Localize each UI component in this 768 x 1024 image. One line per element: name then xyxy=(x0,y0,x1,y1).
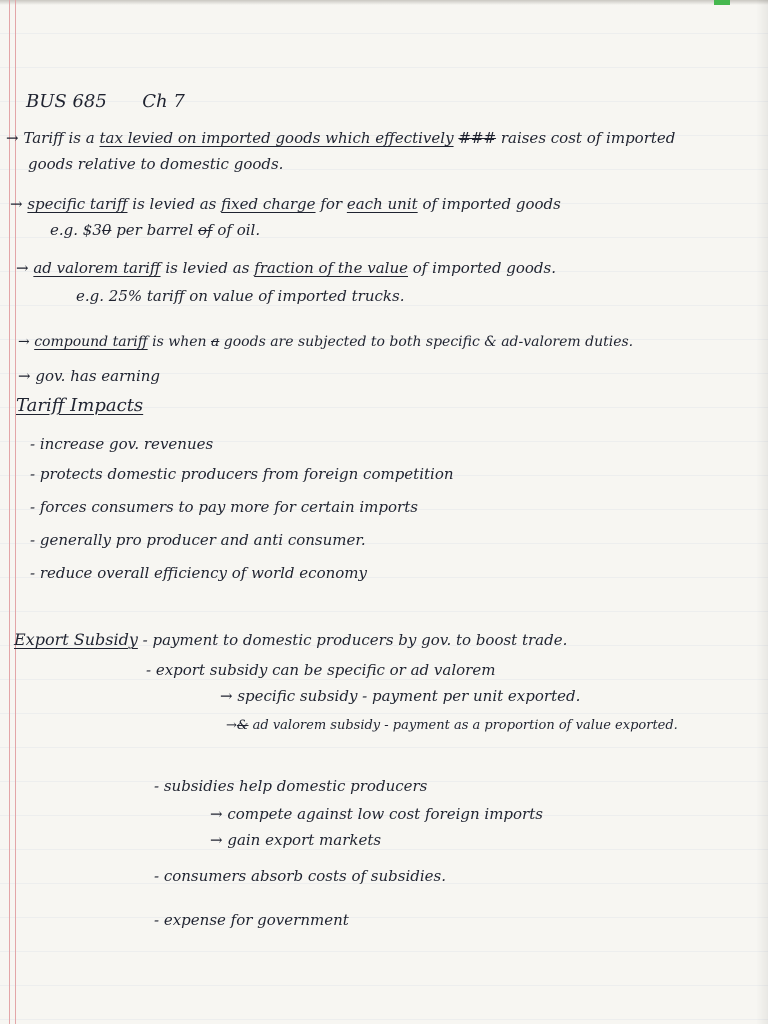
text: ad valorem subsidy - payment as a proportion of value exported. xyxy=(252,718,678,733)
impact-item: - protects domestic producers from foreign competition xyxy=(30,465,454,483)
ad-valorem-subsidy-line xyxy=(226,716,678,736)
impact-item: - generally pro producer and anti consumer. xyxy=(30,531,366,549)
corner-tab xyxy=(714,0,730,5)
struck-text: of xyxy=(197,221,213,239)
subsidies-compete-line: → compete against low cost foreign imports xyxy=(210,805,543,823)
chapter-label: Ch 7 xyxy=(142,91,185,112)
page-shadow xyxy=(756,0,768,1024)
tariff-definition-line-2: goods relative to domestic goods. xyxy=(28,155,284,173)
course-code: BUS 685 xyxy=(26,91,107,112)
text: of imported goods. xyxy=(412,259,556,277)
text: for xyxy=(320,195,343,213)
export-subsidy-heading: Export Subsidy xyxy=(14,630,138,649)
arrow-icon: → xyxy=(6,129,19,147)
struck-text: ### xyxy=(458,129,497,147)
text: gov. has earning xyxy=(35,367,161,385)
gov-earning-line xyxy=(18,366,160,386)
text: of imported goods xyxy=(422,195,561,213)
text: - payment to domestic producers by gov. to boost trade. xyxy=(142,631,568,649)
text: is when xyxy=(152,334,207,350)
margin-line xyxy=(15,0,16,1024)
text: raises cost of imported xyxy=(500,129,676,147)
arrow-icon: → xyxy=(16,259,29,277)
struck-text: a xyxy=(210,334,220,350)
specific-tariff-example xyxy=(50,220,260,240)
arrow-icon: → xyxy=(226,718,237,733)
subsidies-expense-line: - expense for government xyxy=(154,911,349,929)
term-specific-tariff: specific tariff xyxy=(27,195,128,213)
arrow-icon: → xyxy=(18,367,31,385)
tariff-definition-line-1 xyxy=(6,128,675,148)
ad-valorem-tariff-line xyxy=(16,258,556,278)
term-ad-valorem-tariff: ad valorem tariff xyxy=(33,259,161,277)
underlined-text: each unit xyxy=(346,195,418,213)
underlined-text: fraction of the value xyxy=(254,259,408,277)
text: e.g. $3 xyxy=(50,221,102,239)
text: goods are subjected to both specific & ad-valorem duties. xyxy=(223,334,634,350)
underlined-text: tax levied on imported goods which effectively xyxy=(99,129,454,147)
compound-tariff-line xyxy=(18,332,633,352)
term-compound-tariff: compound tariff xyxy=(34,334,148,350)
text: is levied as xyxy=(165,259,250,277)
export-subsidy-line xyxy=(14,630,567,650)
page-title xyxy=(26,92,185,112)
export-subsidy-types: - export subsidy can be specific or ad valorem xyxy=(146,661,496,679)
specific-subsidy-line: → specific subsidy - payment per unit exported. xyxy=(220,687,581,705)
page-top-edge xyxy=(0,0,768,5)
subsidies-absorb-line: - consumers absorb costs of subsidies. xyxy=(154,867,447,885)
struck-text: 0 xyxy=(101,221,112,239)
underlined-text: fixed charge xyxy=(221,195,316,213)
subsidies-gain-line: → gain export markets xyxy=(210,831,382,849)
specific-tariff-line xyxy=(10,194,561,214)
ad-valorem-tariff-example: e.g. 25% tariff on value of imported trucks. xyxy=(76,287,405,305)
margin-line xyxy=(9,0,10,1024)
text: per barrel xyxy=(116,221,194,239)
text: Tariff is a xyxy=(23,129,95,147)
tariff-impacts-heading: Tariff Impacts xyxy=(16,395,144,416)
impact-item: - reduce overall efficiency of world economy xyxy=(30,564,367,582)
text: of oil. xyxy=(217,221,261,239)
impact-item: - forces consumers to pay more for certain imports xyxy=(30,498,418,516)
subsidies-help-line: - subsidies help domestic producers xyxy=(154,777,428,795)
arrow-icon: → xyxy=(18,334,30,350)
struck-text: & xyxy=(236,718,249,733)
impact-item: - increase gov. revenues xyxy=(30,435,214,453)
arrow-icon: → xyxy=(10,195,23,213)
text: is levied as xyxy=(132,195,217,213)
